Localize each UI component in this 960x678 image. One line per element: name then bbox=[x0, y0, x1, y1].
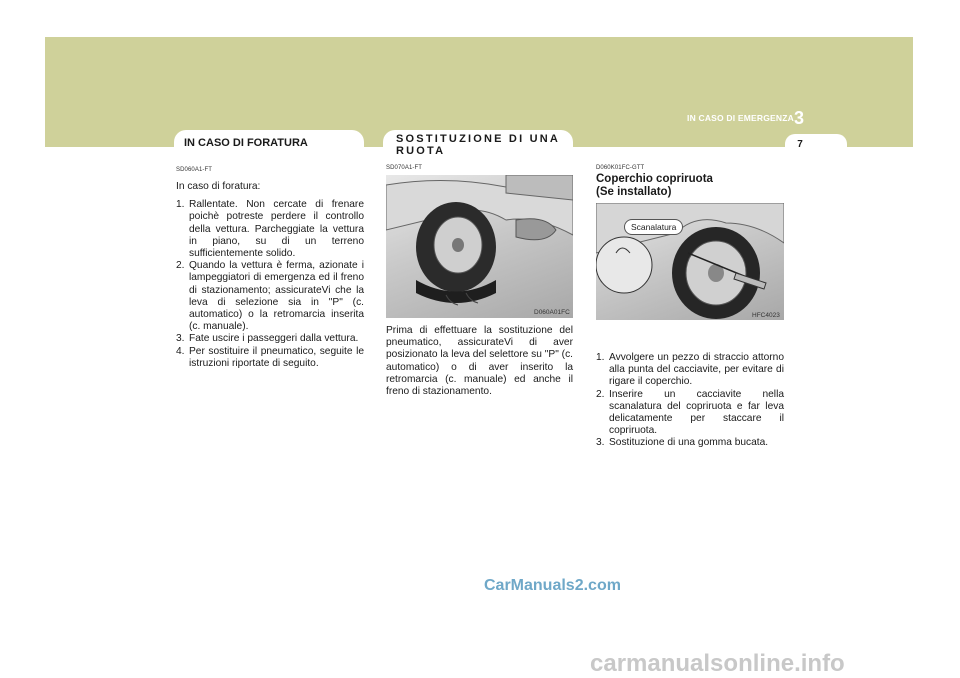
section-title-sostituzione: SOSTITUZIONE DI UNA RUOTA bbox=[396, 133, 561, 157]
list-item: 3. Sostituzione di una gomma bucata. bbox=[596, 437, 769, 449]
chapter-title: IN CASO DI EMERGENZA bbox=[687, 113, 794, 123]
section-code: SD070A1-FT bbox=[386, 165, 423, 171]
wheel-cover-figure bbox=[596, 203, 784, 320]
list-item: 4. Per sostituire il pneumatico, seguite le istruzioni riportate di seguito. bbox=[176, 345, 364, 369]
wheel-cover-heading: Coperchio copriruota (Se installato) bbox=[596, 173, 713, 198]
section-code: D060K01FC-GTT bbox=[596, 165, 645, 171]
list-item: 2. Inserire un cacciavite nella scanalatura del copriruota e far leva delicatamente per staccare il copriruota. bbox=[596, 388, 784, 437]
intro-text: In caso di foratura: bbox=[176, 181, 261, 192]
list-item: 3. Fate uscire i passeggeri dalla vettura. bbox=[176, 333, 359, 345]
flat-tire-illustration bbox=[386, 175, 573, 318]
list-item: 1. Avvolgere un pezzo di straccio attorno alla punta del cacciavite, per evitare di rigare il coperchio. bbox=[596, 352, 784, 388]
flat-tire-figure bbox=[386, 175, 573, 318]
figure-label: HFC4023 bbox=[752, 312, 780, 319]
section-code: SD060A1-FT bbox=[176, 167, 213, 173]
page-number: 7 bbox=[797, 139, 803, 150]
list-item: 1. Rallentate. Non cercate di frenare poichè potreste perdere il controllo della vettura. Parcheggiate la vettura in piano, su di un terreno sufficientemente solido. bbox=[176, 199, 364, 260]
chapter-number: 3 bbox=[794, 108, 805, 128]
steps-list bbox=[596, 352, 784, 450]
steps-list bbox=[176, 199, 364, 370]
section-title-foratura: IN CASO DI FORATURA bbox=[184, 137, 308, 149]
figure-label: D060A01FC bbox=[534, 309, 570, 316]
column-1-text bbox=[176, 181, 364, 370]
list-item: 2. Quando la vettura è ferma, azionate i lampeggiatori di emergenza ed il freno di stazionamento; assicurateVi che la leva di selezione sia in "P" (c. automatico) o la retromarcia inserita (c. manuale). bbox=[176, 260, 364, 333]
wheel-cover-illustration bbox=[596, 203, 784, 320]
carmanualsonline-watermark: carmanualsonline.info bbox=[590, 650, 845, 677]
column-2-text: Prima di effettuare la sostituzione del pneumatico, assicurateVi di aver posizionato la leva del selettore su "P" (c. automatico) o di aver inserito la retromarcia (c. manuale) ed anche il freno di stazionamento. bbox=[386, 325, 573, 398]
carmanuals2-watermark: CarManuals2.com bbox=[484, 577, 621, 594]
column-3-text bbox=[596, 352, 784, 450]
scanalatura-callout: Scanalatura bbox=[624, 219, 683, 235]
